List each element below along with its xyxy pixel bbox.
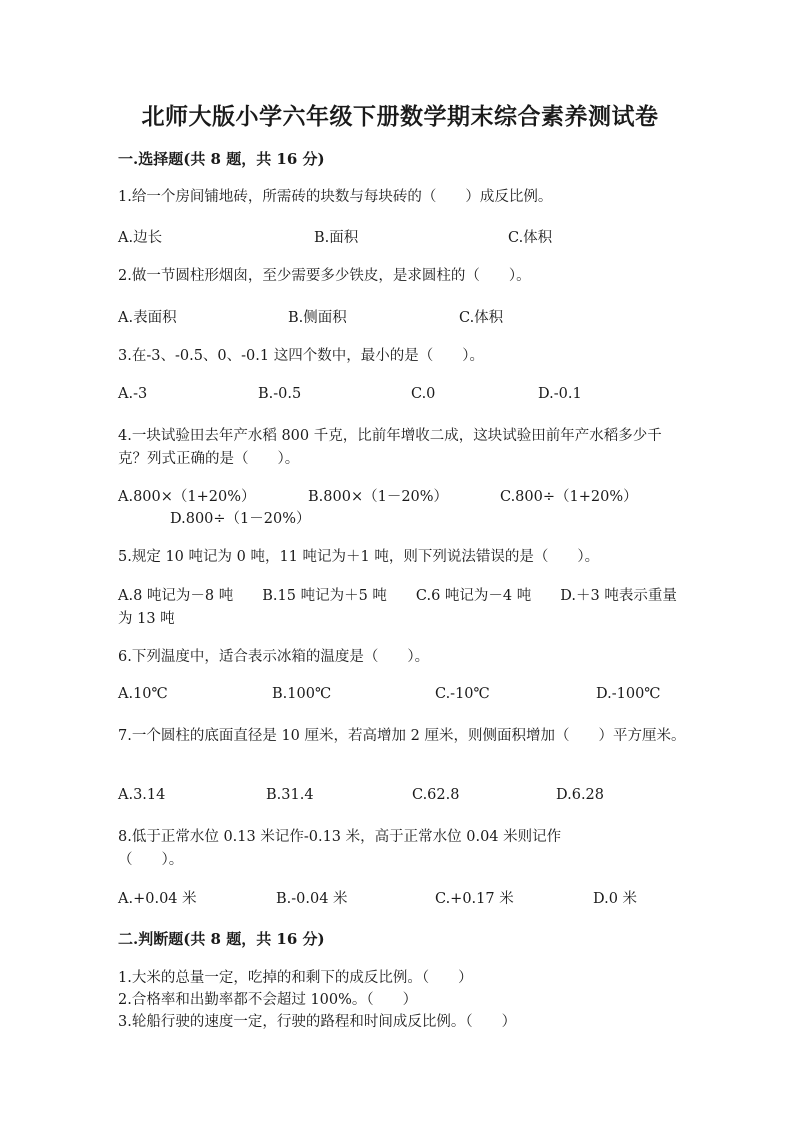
question-6: 6.下列温度中，适合表示冰箱的温度是（ ）。 xyxy=(118,649,430,665)
option-c: C.+0.17 米 xyxy=(435,891,514,907)
option-a: A.3.14 xyxy=(118,787,166,803)
option-b: B.面积 xyxy=(314,230,359,246)
question-3: 3.在-3、-0.5、0、-0.1 这四个数中，最小的是（ ）。 xyxy=(118,348,484,364)
question-2-options xyxy=(118,306,698,329)
option-c: C.体积 xyxy=(508,230,553,246)
option-a: A.800×（1+20%） xyxy=(118,489,256,505)
option-a: A.表面积 xyxy=(118,310,177,326)
option-d: D.-100℃ xyxy=(596,686,661,702)
option-b: B.-0.04 米 xyxy=(276,891,348,907)
question-5: 5.规定 10 吨记为 0 吨，11 吨记为＋1 吨，则下列说法错误的是（ ）。 xyxy=(118,549,600,565)
option-a: A.+0.04 米 xyxy=(118,891,197,907)
option-a: A.10℃ xyxy=(118,686,168,702)
section-heading-choice: 一.选择题(共 8 题，共 16 分) xyxy=(118,150,325,168)
option-b: B.-0.5 xyxy=(258,386,302,402)
judgement-item-2: 2.合格率和出勤率都不会超过 100%。（ ） xyxy=(118,992,418,1008)
question-4-options xyxy=(118,485,698,508)
question-6-options xyxy=(118,686,698,709)
question-1: 1.给一个房间铺地砖，所需砖的块数与每块砖的（ ）成反比例。 xyxy=(118,189,553,205)
option-b: B.800×（1－20%） xyxy=(308,489,449,505)
option-c: C.体积 xyxy=(459,310,504,326)
section-heading-judgement: 二.判断题(共 8 题，共 16 分) xyxy=(118,930,325,948)
question-3-options xyxy=(118,386,698,409)
judgement-item-3: 3.轮船行驶的速度一定，行驶的路程和时间成反比例。（ ） xyxy=(118,1014,517,1030)
option-c: C.-10℃ xyxy=(435,686,490,702)
option-c: C.800÷（1+20%） xyxy=(500,489,638,505)
option-d: D.0 米 xyxy=(593,891,638,907)
option-a: A.-3 xyxy=(118,386,148,402)
question-4-options-row2 xyxy=(118,507,698,530)
option-d: D.-0.1 xyxy=(538,386,582,402)
option-a: A.边长 xyxy=(118,230,163,246)
question-8: 8.低于正常水位 0.13 米记作-0.13 米，高于正常水位 0.04 米则记作（ ）。 xyxy=(118,829,562,868)
option-d: D.6.28 xyxy=(556,787,605,803)
question-7-options xyxy=(118,787,698,810)
judgement-item-1: 1.大米的总量一定，吃掉的和剩下的成反比例。（ ） xyxy=(118,970,473,986)
option-b: B.侧面积 xyxy=(288,310,347,326)
question-1-options xyxy=(118,226,698,249)
option-b: B.100℃ xyxy=(272,686,332,702)
exam-title: 北师大版小学六年级下册数学期末综合素养测试卷 xyxy=(141,103,659,130)
question-5-options: A.8 吨记为－8 吨 B.15 吨记为＋5 吨 C.6 吨记为－4 吨 D.＋3 吨表示重量为 13 吨 xyxy=(118,588,677,627)
option-b: B.31.4 xyxy=(266,787,314,803)
question-7: 7.一个圆柱的底面直径是 10 厘米，若高增加 2 厘米，则侧面积增加（ ）平方厘米。 xyxy=(118,728,686,744)
question-2: 2.做一节圆柱形烟囱，至少需要多少铁皮，是求圆柱的（ ）。 xyxy=(118,268,531,284)
option-c: C.62.8 xyxy=(412,787,460,803)
question-8-options xyxy=(118,887,698,910)
option-c: C.0 xyxy=(411,386,436,402)
option-d: D.800÷（1－20%） xyxy=(170,511,311,527)
question-4: 4.一块试验田去年产水稻 800 千克，比前年增收二成，这块试验田前年产水稻多少千克？列式正确的是（ ）。 xyxy=(118,428,662,467)
